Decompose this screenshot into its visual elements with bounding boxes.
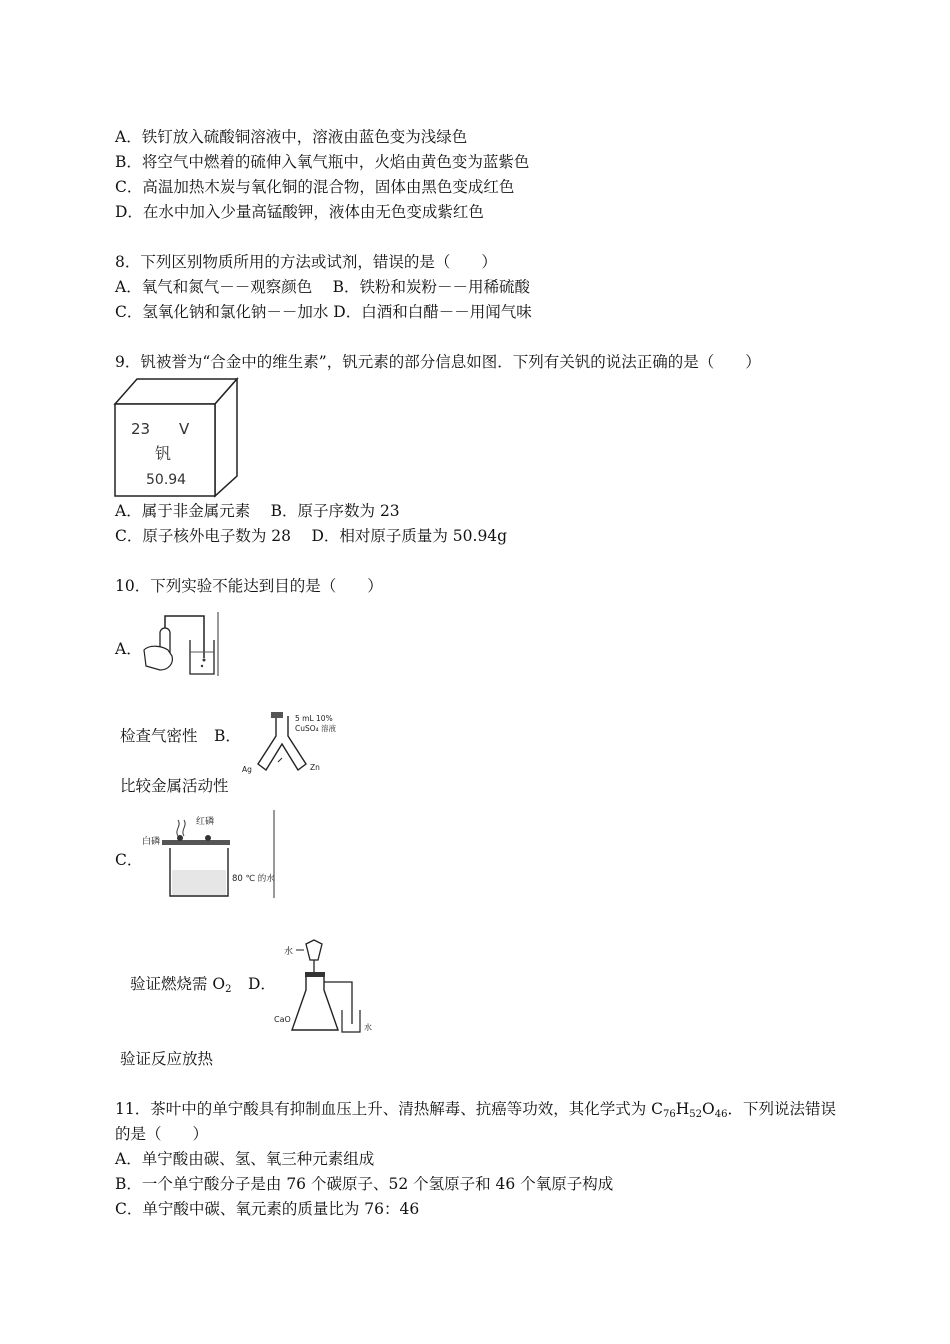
q9-options-ab: A．属于非金属元素 B．原子序数为 23: [115, 502, 400, 520]
q7-option-d: D．在水中加入少量高锰酸钾，液体由无色变成紫红色: [115, 203, 484, 221]
b-label-solution: CuSO₄ 溶液: [295, 724, 337, 733]
c-label-red-phosphorus: 红磷: [196, 817, 215, 827]
combustion-apparatus-figure: [140, 808, 280, 900]
q11-option-a: A．单宁酸由碳、氢、氧三种元素组成: [115, 1150, 375, 1168]
q10-caption-a: 检查气密性: [120, 727, 198, 745]
q10-label-a: A．: [115, 640, 142, 658]
element-mass: 50.94: [146, 472, 187, 488]
q11-option-b: B．一个单宁酸分子是由 76 个碳原子、52 个氢原子和 46 个氧原子构成: [115, 1175, 614, 1193]
q11-option-c: C．单宁酸中碳、氧元素的质量比为 76：46: [115, 1200, 420, 1218]
q11-sub-c: 76: [663, 1109, 676, 1120]
q7-option-a: A．铁钉放入硫酸铜溶液中，溶液由蓝色变为浅绿色: [115, 128, 468, 146]
q9-stem: 9．钒被誉为“合金中的维生素”，钒元素的部分信息如图．下列有关钒的说法正确的是（ ）: [115, 353, 761, 371]
b-label-volume: 5 mL 10%: [295, 714, 333, 723]
q11-stem-text: 11．茶叶中的单宁酸具有抑制血压上升、清热解毒、抗癌等功效，其化学式为 C: [115, 1100, 664, 1118]
caption-c-subscript: 2: [225, 984, 232, 995]
q8-stem: 8．下列区别物质所用的方法或试剂，错误的是（ ）: [115, 253, 497, 271]
c-label-white-phosphorus: 白磷: [142, 837, 161, 847]
q10-label-d: D．: [248, 975, 276, 993]
b-label-ag: Ag: [242, 765, 252, 774]
q10-caption-d: 验证反应放热: [120, 1050, 214, 1068]
element-atomic-number: 23: [131, 420, 151, 438]
element-symbol: V: [179, 420, 190, 438]
exothermic-reaction-apparatus-figure: [272, 938, 382, 1044]
q10-label-c: C．: [115, 851, 143, 869]
airtightness-apparatus-figure: [138, 610, 220, 678]
q7-option-b: B．将空气中燃着的硫伸入氧气瓶中，火焰由黄色变为蓝紫色: [115, 153, 530, 171]
q7-option-c: C．高温加热木炭与氧化铜的混合物，固体由黑色变成红色: [115, 178, 515, 196]
metal-activity-y-tube-figure: [238, 708, 338, 774]
d-label-cao: CaO: [274, 1015, 291, 1024]
q11-h: H: [675, 1100, 690, 1118]
d-label-water-top: 水: [284, 947, 294, 957]
q11-sub-o: 46: [714, 1109, 728, 1120]
q10-stem: 10．下列实验不能达到目的是（ ）: [115, 577, 383, 595]
q10-label-b: B．: [214, 727, 241, 745]
caption-c-text: 验证燃烧需 O: [130, 975, 226, 993]
vanadium-element-card: [113, 376, 241, 498]
q8-options-ab: A．氧气和氮气－－观察颜色 B．铁粉和炭粉－－用稀硫酸: [115, 278, 531, 296]
c-label-water: 80 ℃ 的水: [232, 874, 275, 884]
q9-options-cd: C．原子核外电子数为 28 D．相对原子质量为 50.94g: [115, 527, 508, 545]
d-label-water-right: 水: [364, 1023, 372, 1032]
q10-caption-b: 比较金属活动性: [120, 777, 229, 795]
b-label-zn: Zn: [310, 763, 320, 772]
q10-caption-c: [130, 974, 232, 1000]
q11-sub-h: 52: [689, 1109, 703, 1120]
q11-o: O: [702, 1100, 715, 1118]
q11-stem-end: ．下列说法错误: [727, 1100, 836, 1118]
element-name: 钒: [155, 444, 172, 463]
q11-stem: [115, 1099, 836, 1125]
q11-stem-line2: 的是（ ）: [115, 1125, 209, 1143]
q8-options-cd: C．氢氧化钠和氯化钠－－加水 D．白酒和白醋－－用闻气味: [115, 303, 532, 321]
